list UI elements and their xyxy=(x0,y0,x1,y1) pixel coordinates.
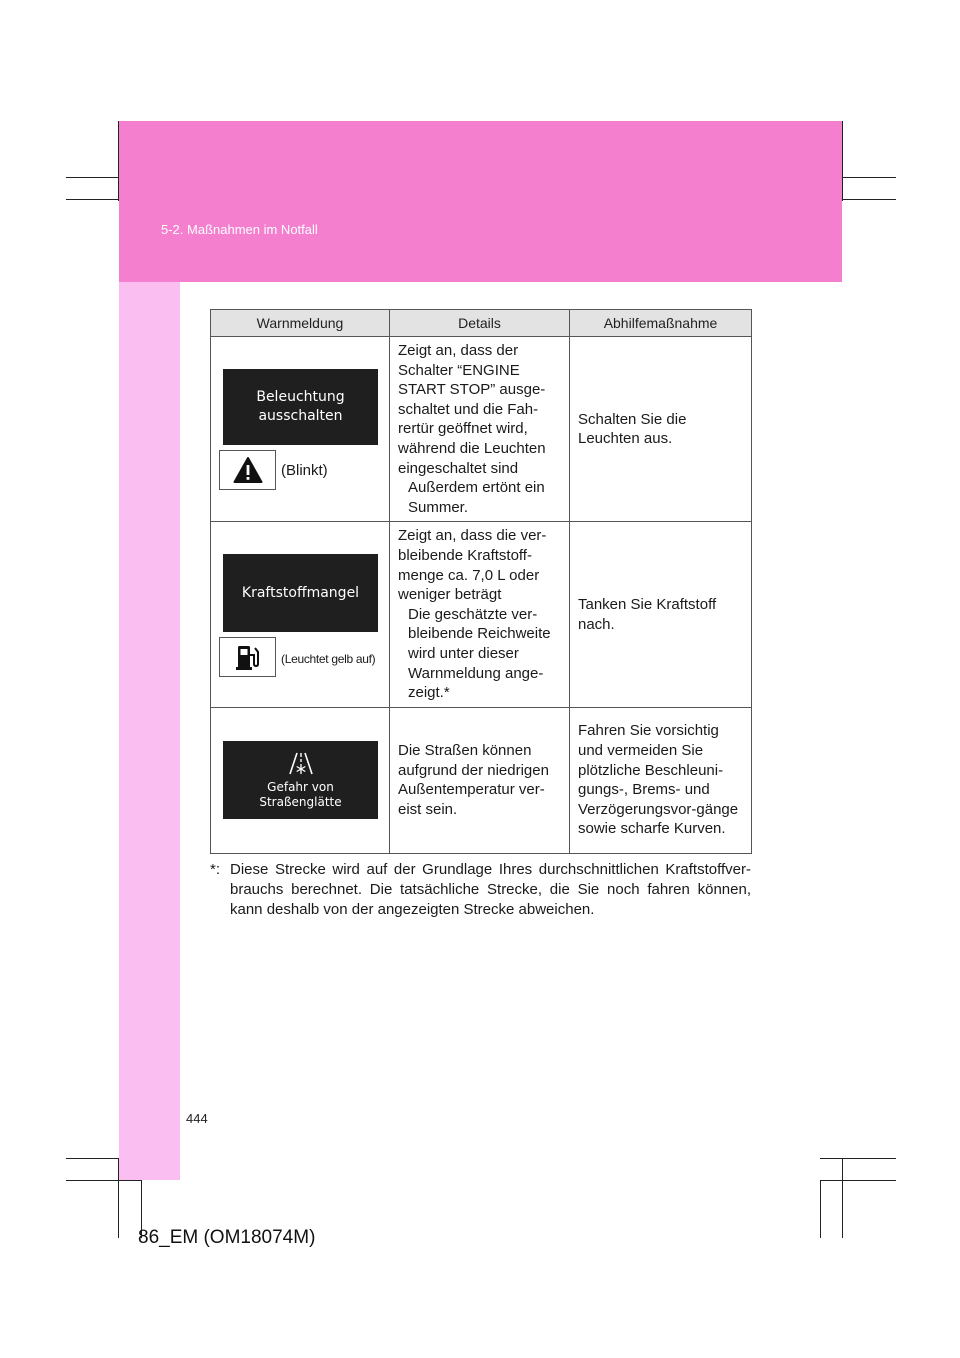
page-number: 444 xyxy=(186,1111,208,1126)
column-header: Details xyxy=(390,310,570,337)
display-text: Straßenglätte xyxy=(259,794,342,809)
warning-table xyxy=(210,309,752,854)
table-header-row xyxy=(211,310,752,337)
display-screen xyxy=(223,741,378,819)
details-subtext: Außerdem ertönt ein Summer. xyxy=(408,479,545,516)
footnote-mark: *: xyxy=(210,861,221,878)
details-cell: Die Straßen können aufgrund der niedrigen Außentemperatur ver-eist sein. xyxy=(390,707,570,853)
details-text: Zeigt an, dass der Schalter “ENGINE START STOP” ausge-schaltet und die Fah-rertür geöffnet wird, während die Leuchten eingeschaltet sind xyxy=(398,342,546,477)
warning-triangle-icon xyxy=(219,450,276,490)
display-text: Kraftstoffmangel xyxy=(241,584,360,601)
display-text: Beleuchtung xyxy=(256,389,345,405)
details-text: Zeigt an, dass die ver-bleibende Kraftstoff-menge ca. 7,0 L oder weniger beträgt xyxy=(398,527,547,604)
column-header: Abhilfemaßnahme xyxy=(570,310,752,337)
warning-message-cell xyxy=(211,522,390,707)
column-header: Warnmeldung xyxy=(211,310,390,337)
fuel-pump-icon xyxy=(219,637,276,677)
document-code: 86_EM (OM18074M) xyxy=(138,1227,316,1248)
header-band xyxy=(119,121,842,282)
details-subtext: Die geschätzte ver-bleibende Reichweite wird unter dieser Warnmeldung ange-zeigt.* xyxy=(408,605,551,702)
crop-mark xyxy=(820,1158,896,1159)
action-cell: Schalten Sie die Leuchten aus. xyxy=(570,337,752,522)
crop-mark xyxy=(842,121,843,201)
crop-mark xyxy=(820,1180,896,1181)
crop-mark xyxy=(820,1180,821,1238)
display-text: Gefahr von xyxy=(267,779,334,794)
table-row xyxy=(211,522,752,707)
icon-note: (Leuchtet gelb auf) xyxy=(281,652,376,667)
details-cell xyxy=(390,522,570,707)
table-row xyxy=(211,707,752,853)
action-cell: Tanken Sie Kraftstoff nach. xyxy=(570,522,752,707)
footnote xyxy=(210,860,751,920)
warning-message-cell xyxy=(211,337,390,522)
road-ice-icon xyxy=(287,750,315,780)
details-cell xyxy=(390,337,570,522)
display-screen xyxy=(223,554,378,632)
footnote-text: Diese Strecke wird auf der Grundlage Ihres durchschnittlichen Kraftstoffver-brauchs berechnet. Die tatsächliche Strecke, die Sie noch fahren können, kann deshalb von der angezeigten Strecke abweichen. xyxy=(230,861,751,918)
display-text: ausschalten xyxy=(258,408,343,424)
warning-message-cell xyxy=(211,707,390,853)
table-row xyxy=(211,337,752,522)
crop-mark xyxy=(66,1180,142,1181)
section-title: 5-2. Maßnahmen im Notfall xyxy=(161,222,318,237)
crop-mark xyxy=(842,1158,843,1238)
display-screen xyxy=(223,369,378,445)
action-cell: Fahren Sie vorsichtig und vermeiden Sie plötzliche Beschleuni-gungs-, Brems- und Verzögerungsvor-gänge sowie scharfe Kurven. xyxy=(570,707,752,853)
icon-note: (Blinkt) xyxy=(281,462,328,479)
